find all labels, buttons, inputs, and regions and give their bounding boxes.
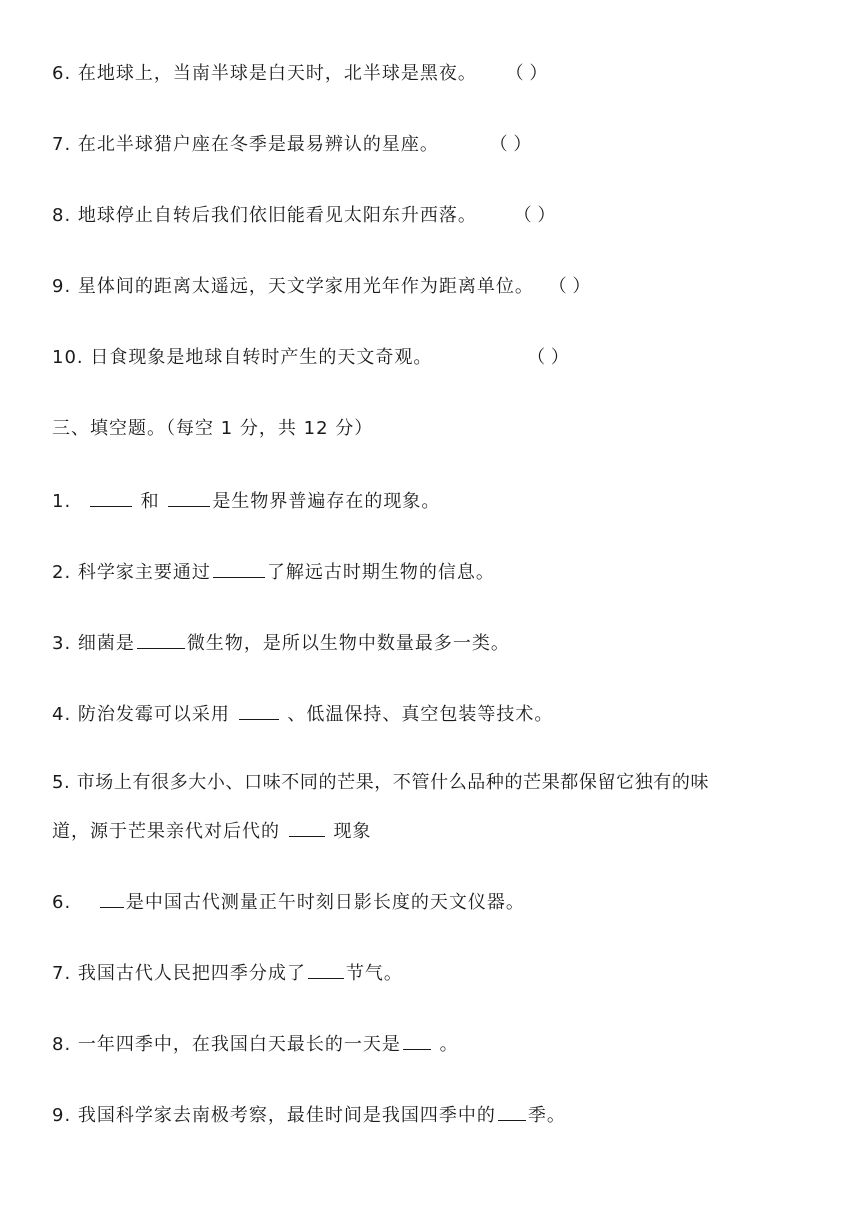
q-text: 季。 [527,1105,566,1126]
q-number: 3. [52,633,72,654]
q-text: 是中国古代测量正午时刻日影长度的天文仪器。 [125,892,525,913]
fill-q6 [52,889,525,915]
q-text: 我国科学家去南极考察，最佳时间是我国四季中的 [77,1105,496,1126]
q-number: 7. [52,134,72,155]
judge-q9 [52,275,590,299]
answer-blank[interactable] [403,1031,431,1050]
fill-q1 [52,488,440,514]
answer-blank[interactable] [100,889,124,908]
answer-blank[interactable] [308,960,344,979]
q-number: 2. [52,562,72,583]
q-text: 日食现象是地球自转时产生的天文奇观。 [90,347,433,368]
q-text: 现象 [333,821,372,842]
q-number: 10. [52,347,84,368]
q-number: 7. [52,963,72,984]
judge-q8 [52,204,555,228]
judge-q10 [52,346,569,370]
q-text: 道，源于芒果亲代对后代的 [52,821,280,842]
answer-parentheses[interactable]: （ ） [548,276,591,297]
q-text: 了解远古时期生物的信息。 [266,562,495,583]
q-text: 一年四季中，在我国白天最长的一天是 [77,1034,401,1055]
q-number: 6. [52,63,72,84]
answer-blank[interactable] [137,630,185,649]
answer-parentheses[interactable]: （ ） [527,347,569,368]
judge-q6 [52,62,547,86]
answer-blank[interactable] [289,818,325,837]
q-text: 细菌是 [77,633,135,654]
q-text: 在地球上，当南半球是白天时，北半球是黑夜。 [77,63,477,84]
fill-q7 [52,960,403,986]
q-text: 是生物界普遍存在的现象。 [212,491,441,512]
judge-q7 [52,133,531,157]
q-text: 防治发霉可以采用 [77,704,230,725]
q-number: 8. [52,1034,72,1055]
q-text: 市场上有很多大小、口味不同的芒果，不管什么品种的芒果都保留它独有的味 [76,772,710,793]
q-number: 9. [52,276,72,297]
q-number: 9. [52,1105,72,1126]
answer-blank[interactable] [498,1102,526,1121]
fill-q8 [52,1031,459,1057]
answer-blank[interactable] [213,559,265,578]
fill-q3 [52,630,510,656]
fill-q9 [52,1102,566,1128]
answer-blank[interactable] [90,488,132,507]
q-text: 星体间的距离太遥远，天文学家用光年作为距离单位。 [77,276,534,297]
q-text: 和 [140,491,160,512]
q-text: 科学家主要通过 [77,562,211,583]
q-number: 8. [52,205,72,226]
fill-q5-line2 [52,818,371,844]
q-text: 。 [439,1034,459,1055]
q-number: 6. [52,892,72,913]
q-number: 5. [52,772,71,793]
answer-parentheses[interactable]: （ ） [513,205,556,226]
q-text: 我国古代人民把四季分成了 [77,963,306,984]
section-heading: 三、填空题。（每空 1 分，共 12 分） [52,418,374,439]
answer-parentheses[interactable]: （ ） [505,63,548,84]
q-text: 、低温保持、真空包装等技术。 [287,704,554,725]
answer-blank[interactable] [239,701,279,720]
fill-q5-line1 [52,771,709,795]
q-text: 在北半球猎户座在冬季是最易辨认的星座。 [77,134,439,155]
answer-blank[interactable] [168,488,210,507]
answer-parentheses[interactable]: （ ） [489,134,532,155]
fill-q4 [52,701,553,727]
q-number: 1. [52,491,72,512]
q-text: 地球停止自转后我们依旧能看见太阳东升西落。 [77,205,477,226]
q-text: 节气。 [345,963,403,984]
q-text: 微生物，是所以生物中数量最多一类。 [186,633,510,654]
fill-q2 [52,559,495,585]
q-number: 4. [52,704,72,725]
